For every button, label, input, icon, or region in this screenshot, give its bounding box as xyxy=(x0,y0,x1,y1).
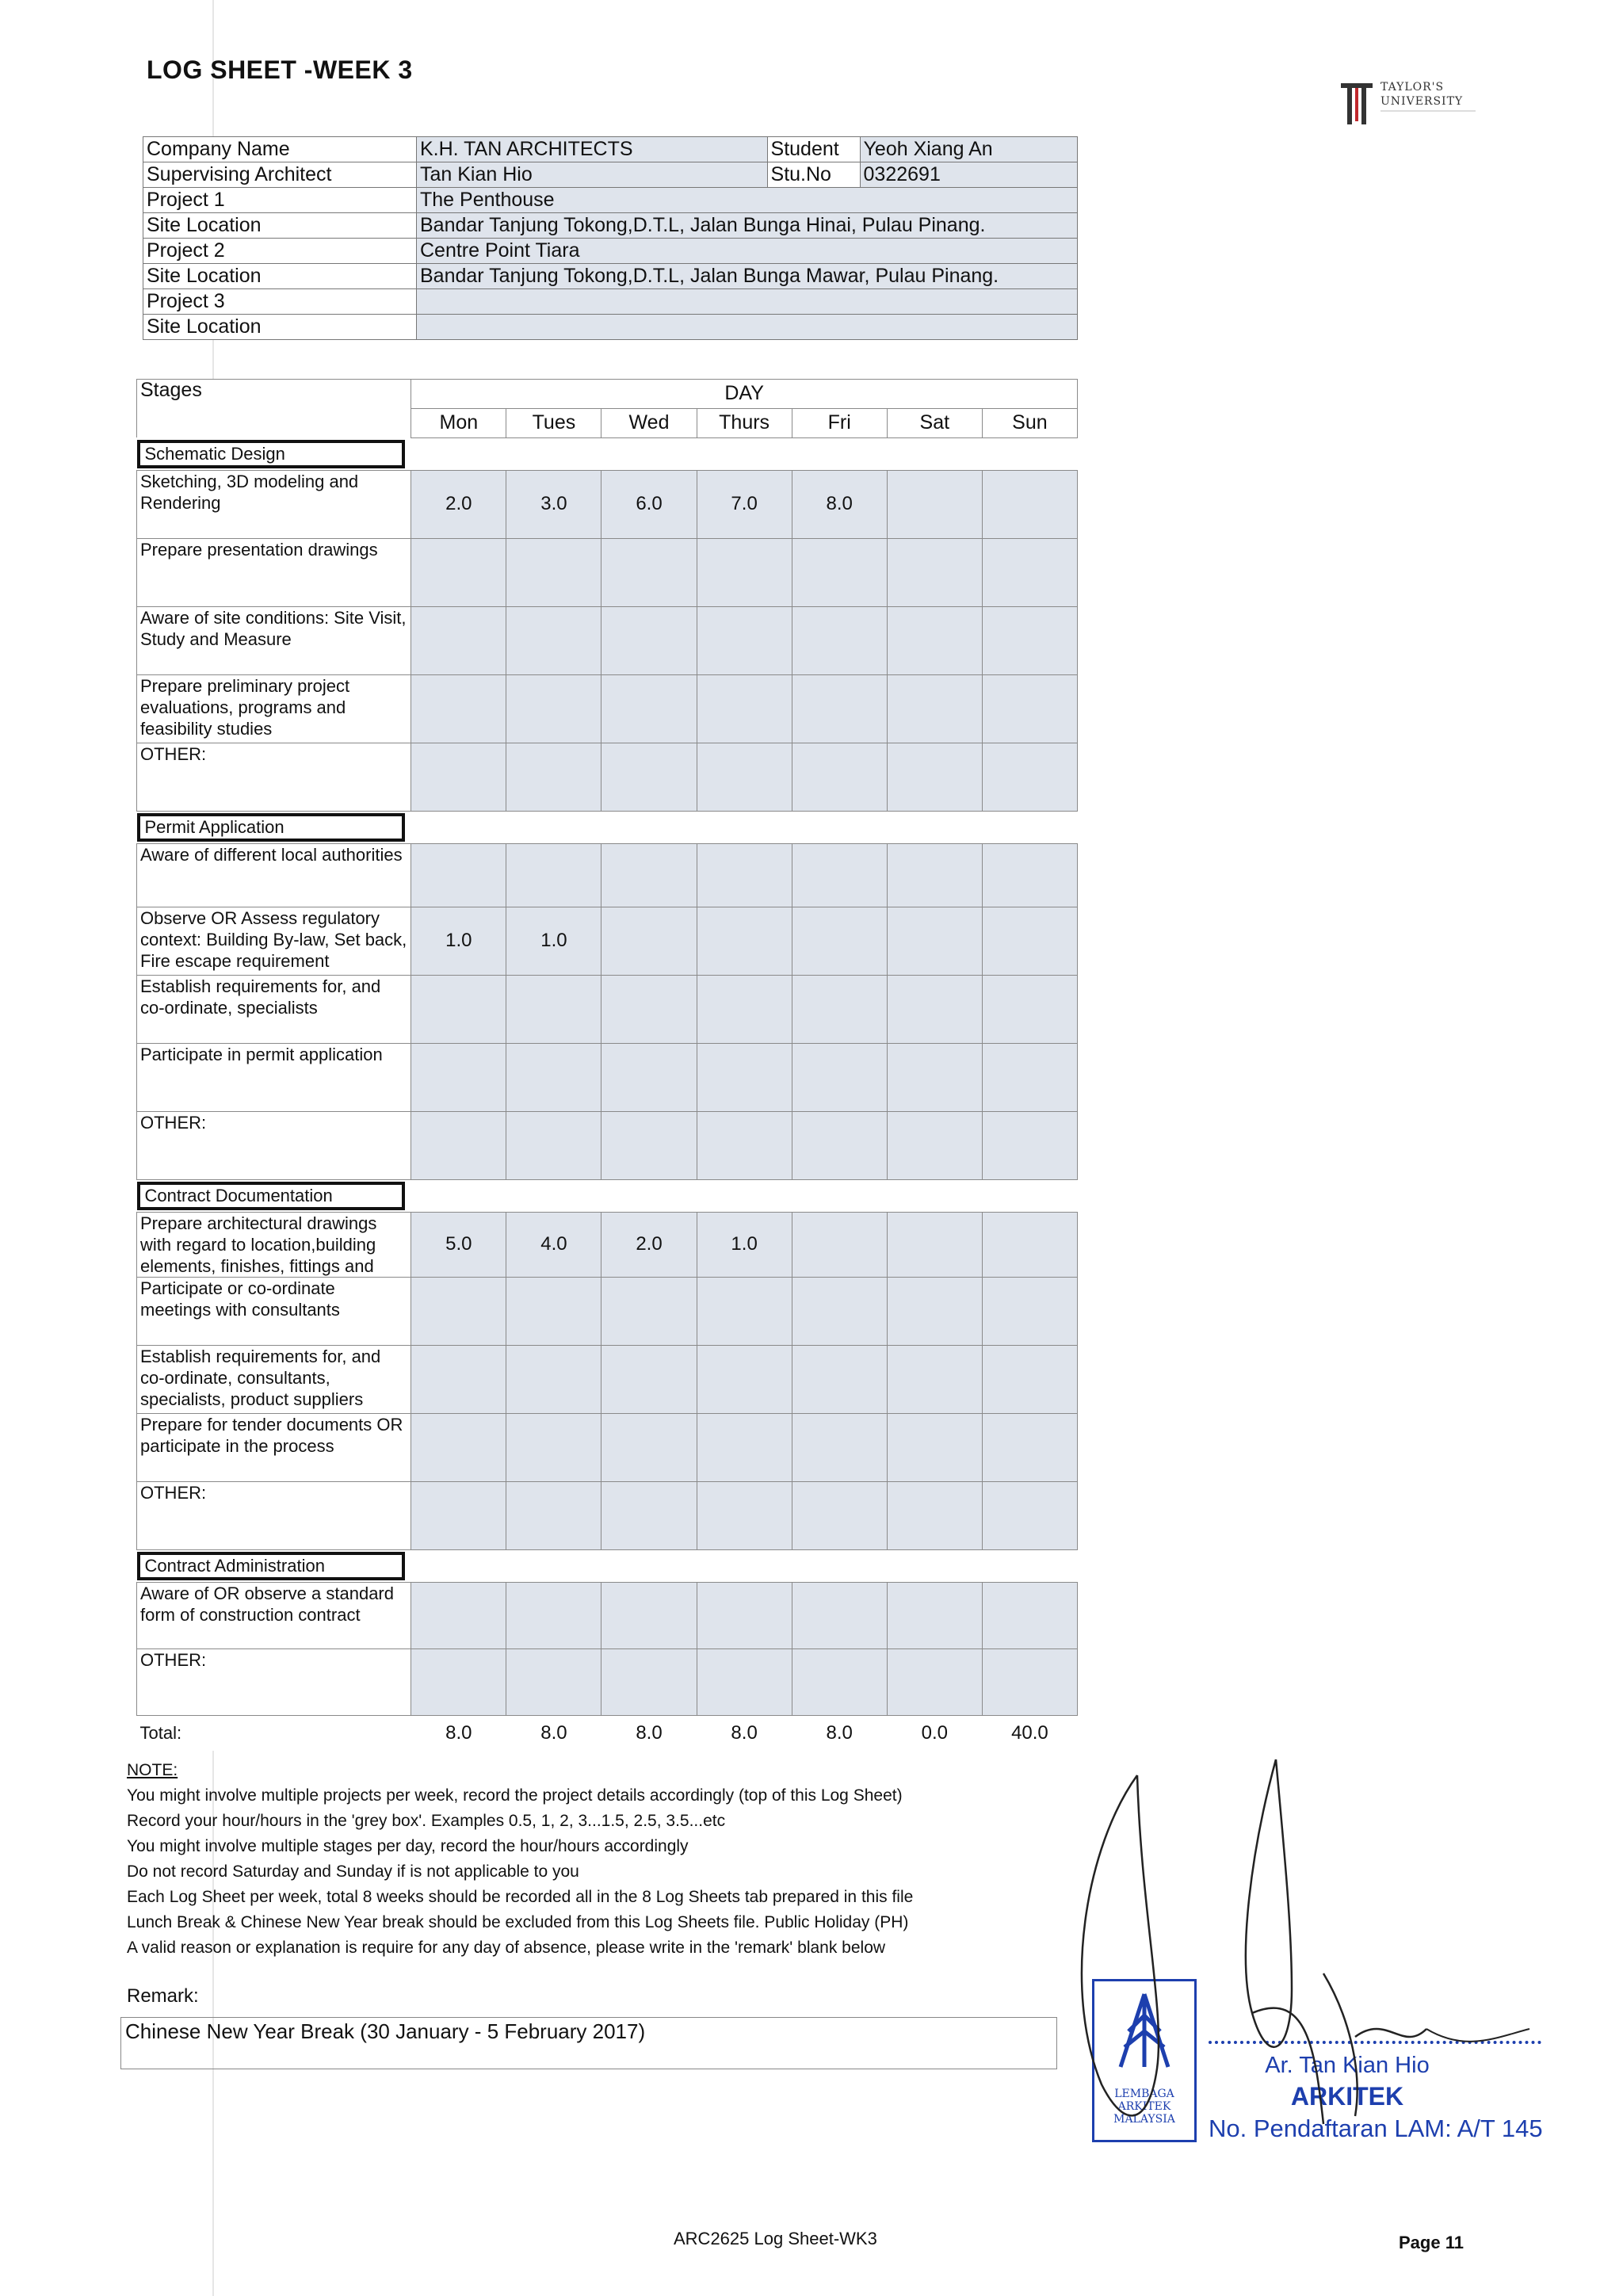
stage-label: OTHER: xyxy=(137,743,411,811)
section-cell xyxy=(137,437,1078,470)
hours-cell-mon[interactable]: 1.0 xyxy=(411,907,506,975)
hours-cell-sun[interactable] xyxy=(982,470,1077,538)
day-header-fri: Fri xyxy=(792,408,887,437)
stage-label: Aware of OR observe a standard form of construction contract xyxy=(137,1582,411,1648)
hours-cell-sun[interactable] xyxy=(982,1345,1077,1413)
hours-cell-tues[interactable] xyxy=(506,1043,601,1111)
logo-underline xyxy=(1381,110,1476,112)
footer-document-name: ARC2625 Log Sheet-WK3 xyxy=(674,2229,877,2248)
grid-days-row xyxy=(137,408,1078,437)
hours-cell-fri[interactable] xyxy=(792,1212,887,1277)
hours-cell-fri[interactable] xyxy=(792,1111,887,1179)
hours-cell-wed[interactable] xyxy=(601,1481,697,1549)
supervising-value[interactable]: Tan Kian Hio xyxy=(417,162,768,188)
hours-cell-fri[interactable] xyxy=(792,606,887,674)
hours-cell-mon[interactable] xyxy=(411,975,506,1043)
note-heading: NOTE: xyxy=(127,1761,178,1779)
stage-label: Participate in permit application xyxy=(137,1043,411,1111)
hours-cell-fri[interactable] xyxy=(792,1481,887,1549)
stuno-value[interactable]: 0322691 xyxy=(860,162,1077,188)
hours-cell-thurs[interactable] xyxy=(697,1481,792,1549)
hours-cell-wed[interactable] xyxy=(601,1277,697,1345)
total-label: Total: xyxy=(137,1715,411,1751)
hours-cell-thurs[interactable] xyxy=(697,606,792,674)
day-label: DAY xyxy=(411,380,1078,409)
hours-cell-wed[interactable] xyxy=(601,1043,697,1111)
stage-row xyxy=(137,1277,1078,1345)
project1-label: Project 1 xyxy=(143,188,417,213)
hours-cell-sat[interactable] xyxy=(887,975,982,1043)
hours-cell-tues[interactable] xyxy=(506,1345,601,1413)
stamp-line2: ARKITEK xyxy=(1117,2100,1171,2113)
hours-cell-mon[interactable] xyxy=(411,743,506,811)
hours-cell-thurs[interactable] xyxy=(697,975,792,1043)
hours-cell-sun[interactable] xyxy=(982,1212,1077,1277)
hours-cell-sun[interactable] xyxy=(982,907,1077,975)
hours-cell-thurs[interactable]: 1.0 xyxy=(697,1212,792,1277)
architect-registration: No. Pendaftaran LAM: A/T 145 xyxy=(1209,2115,1543,2142)
hours-cell-fri[interactable] xyxy=(792,743,887,811)
stages-label: Stages xyxy=(137,380,411,409)
hours-cell-sun[interactable] xyxy=(982,1043,1077,1111)
stage-label: Establish requirements for, and co-ordinate, consultants, specialists, product suppliers xyxy=(137,1345,411,1413)
section-cell xyxy=(137,1549,1078,1582)
note-line: Do not record Saturday and Sunday if is not applicable to you xyxy=(127,1862,579,1881)
section-header-row xyxy=(137,1179,1078,1212)
hours-cell-mon[interactable] xyxy=(411,1582,506,1648)
hours-cell-fri[interactable] xyxy=(792,1582,887,1648)
company-name-label: Company Name xyxy=(143,137,417,162)
hours-cell-sun[interactable] xyxy=(982,1413,1077,1481)
project-info-table xyxy=(143,136,1078,340)
day-header-sat: Sat xyxy=(887,408,982,437)
note-line: You might involve multiple stages per day, record the hour/hours accordingly xyxy=(127,1837,689,1855)
stage-row xyxy=(137,1413,1078,1481)
logo-line2: UNIVERSITY xyxy=(1381,95,1464,108)
hours-cell-mon[interactable] xyxy=(411,1111,506,1179)
day-header-tues: Tues xyxy=(506,408,601,437)
hours-cell-thurs[interactable] xyxy=(697,843,792,907)
project2-value[interactable]: Centre Point Tiara xyxy=(417,239,1078,264)
stage-label: Sketching, 3D modeling and Rendering xyxy=(137,470,411,538)
hours-cell-sat[interactable] xyxy=(887,538,982,606)
day-header-mon: Mon xyxy=(411,408,506,437)
log-hours-table xyxy=(136,379,1078,1751)
hours-cell-wed[interactable] xyxy=(601,606,697,674)
hours-cell-fri[interactable] xyxy=(792,538,887,606)
hours-cell-mon[interactable] xyxy=(411,1277,506,1345)
hours-cell-wed[interactable] xyxy=(601,1345,697,1413)
hours-cell-tues[interactable]: 4.0 xyxy=(506,1212,601,1277)
section-header-row xyxy=(137,1549,1078,1582)
hours-cell-thurs[interactable]: 7.0 xyxy=(697,470,792,538)
stages-spacer xyxy=(137,408,411,437)
hours-cell-wed[interactable] xyxy=(601,843,697,907)
note-line: A valid reason or explanation is require for any day of absence, please write in the 'remark' blank below xyxy=(127,1939,886,1957)
hours-cell-tues[interactable] xyxy=(506,1111,601,1179)
hours-cell-mon[interactable]: 2.0 xyxy=(411,470,506,538)
hours-cell-wed[interactable] xyxy=(601,1111,697,1179)
hours-cell-mon[interactable] xyxy=(411,606,506,674)
hours-cell-sat[interactable] xyxy=(887,907,982,975)
hours-cell-thurs[interactable] xyxy=(697,1277,792,1345)
stage-row xyxy=(137,470,1078,538)
hours-cell-fri[interactable] xyxy=(792,674,887,743)
total-value: 40.0 xyxy=(982,1715,1077,1751)
note-line: Record your hour/hours in the 'grey box'. Examples 0.5, 1, 2, 3...1.5, 2.5, 3.5...etc xyxy=(127,1812,726,1830)
stage-row xyxy=(137,674,1078,743)
hours-cell-sun[interactable] xyxy=(982,843,1077,907)
site3-label: Site Location xyxy=(143,315,417,340)
hours-cell-wed[interactable]: 6.0 xyxy=(601,470,697,538)
hours-cell-fri[interactable] xyxy=(792,975,887,1043)
hours-cell-sun[interactable] xyxy=(982,743,1077,811)
logo-text xyxy=(1381,80,1463,109)
hours-cell-fri[interactable] xyxy=(792,1648,887,1715)
hours-cell-wed[interactable] xyxy=(601,538,697,606)
total-value: 8.0 xyxy=(601,1715,697,1751)
stuno-label: Stu.No xyxy=(767,162,860,188)
hours-cell-sat[interactable] xyxy=(887,1582,982,1648)
stage-row xyxy=(137,1043,1078,1111)
hours-cell-sat[interactable] xyxy=(887,1413,982,1481)
project3-label: Project 3 xyxy=(143,289,417,315)
total-value: 0.0 xyxy=(887,1715,982,1751)
hours-cell-tues[interactable] xyxy=(506,674,601,743)
hours-cell-sat[interactable] xyxy=(887,1345,982,1413)
section-title: Contract Documentation xyxy=(137,1182,405,1210)
stage-label: OTHER: xyxy=(137,1111,411,1179)
hours-cell-tues[interactable] xyxy=(506,606,601,674)
stage-row xyxy=(137,1582,1078,1648)
hours-cell-sat[interactable] xyxy=(887,1043,982,1111)
stage-label: Prepare presentation drawings xyxy=(137,538,411,606)
hours-cell-wed[interactable] xyxy=(601,674,697,743)
hours-cell-sat[interactable] xyxy=(887,743,982,811)
logo-line1: TAYLOR'S xyxy=(1381,81,1445,94)
stage-row xyxy=(137,1111,1078,1179)
day-header-thurs: Thurs xyxy=(697,408,792,437)
hours-cell-sat[interactable] xyxy=(887,1277,982,1345)
hours-cell-mon[interactable] xyxy=(411,1413,506,1481)
day-header-wed: Wed xyxy=(601,408,697,437)
stage-label: Establish requirements for, and co-ordinate, specialists xyxy=(137,975,411,1043)
hours-cell-mon[interactable] xyxy=(411,843,506,907)
project2-label: Project 2 xyxy=(143,239,417,264)
hours-cell-mon[interactable] xyxy=(411,538,506,606)
hours-cell-sat[interactable] xyxy=(887,1111,982,1179)
logo-emblem-icon xyxy=(1339,80,1374,126)
hours-cell-sun[interactable] xyxy=(982,1648,1077,1715)
student-value[interactable]: Yeoh Xiang An xyxy=(860,137,1077,162)
stage-label: Prepare architectural drawings with regard to location,building elements, finishes, fittings and xyxy=(137,1212,411,1277)
hours-cell-wed[interactable] xyxy=(601,1413,697,1481)
hours-cell-thurs[interactable] xyxy=(697,538,792,606)
university-logo xyxy=(1339,75,1498,131)
stamp-line1: LEMBAGA xyxy=(1114,2088,1174,2100)
hours-cell-wed[interactable] xyxy=(601,743,697,811)
section-header-row xyxy=(137,437,1078,470)
architect-title: ARKITEK xyxy=(1290,2082,1404,2111)
hours-cell-wed[interactable] xyxy=(601,975,697,1043)
hours-cell-sun[interactable] xyxy=(982,674,1077,743)
section-title: Schematic Design xyxy=(137,440,405,468)
note-line: Lunch Break & Chinese New Year break should be excluded from this Log Sheets file. Public Holiday (PH) xyxy=(127,1913,909,1931)
hours-cell-tues[interactable]: 1.0 xyxy=(506,907,601,975)
hours-cell-thurs[interactable] xyxy=(697,1043,792,1111)
section-header-row xyxy=(137,811,1078,843)
company-name-value[interactable]: K.H. TAN ARCHITECTS xyxy=(417,137,768,162)
site2-label: Site Location xyxy=(143,264,417,289)
stage-row xyxy=(137,1345,1078,1413)
hours-cell-tues[interactable] xyxy=(506,743,601,811)
hours-cell-thurs[interactable] xyxy=(697,1648,792,1715)
hours-cell-thurs[interactable] xyxy=(697,1345,792,1413)
hours-cell-tues[interactable] xyxy=(506,1413,601,1481)
hours-cell-fri[interactable]: 8.0 xyxy=(792,470,887,538)
project1-value[interactable]: The Penthouse xyxy=(417,188,1078,213)
hours-cell-sun[interactable] xyxy=(982,1582,1077,1648)
hours-cell-fri[interactable] xyxy=(792,1043,887,1111)
hours-cell-sat[interactable] xyxy=(887,1648,982,1715)
remark-label: Remark: xyxy=(127,1985,199,2007)
hours-cell-mon[interactable]: 5.0 xyxy=(411,1212,506,1277)
remark-text: Chinese New Year Break (30 January - 5 February 2017) xyxy=(125,2019,646,2043)
hours-cell-tues[interactable] xyxy=(506,1582,601,1648)
hours-cell-thurs[interactable] xyxy=(697,1413,792,1481)
total-value: 8.0 xyxy=(506,1715,601,1751)
stage-row xyxy=(137,606,1078,674)
note-line: Each Log Sheet per week, total 8 weeks should be recorded all in the 8 Log Sheets tab prepared in this file xyxy=(127,1888,914,1906)
hours-cell-tues[interactable] xyxy=(506,1648,601,1715)
hours-cell-tues[interactable]: 3.0 xyxy=(506,470,601,538)
supervising-label: Supervising Architect xyxy=(143,162,417,188)
hours-cell-mon[interactable] xyxy=(411,674,506,743)
student-label: Student xyxy=(767,137,860,162)
hours-cell-thurs[interactable] xyxy=(697,907,792,975)
stage-label: Aware of different local authorities xyxy=(137,843,411,907)
stage-row xyxy=(137,843,1078,907)
hours-cell-tues[interactable] xyxy=(506,538,601,606)
stage-label: Prepare preliminary project evaluations, programs and feasibility studies xyxy=(137,674,411,743)
hours-cell-fri[interactable] xyxy=(792,1413,887,1481)
page-title: LOG SHEET -WEEK 3 xyxy=(147,55,413,84)
stage-row xyxy=(137,975,1078,1043)
note-line: You might involve multiple projects per week, record the project details accordingly (top of this Log Sheet) xyxy=(127,1786,903,1805)
hours-cell-mon[interactable] xyxy=(411,1043,506,1111)
section-title: Permit Application xyxy=(137,813,405,842)
stage-label: OTHER: xyxy=(137,1648,411,1715)
stage-label: Aware of site conditions: Site Visit, Study and Measure xyxy=(137,606,411,674)
site1-label: Site Location xyxy=(143,213,417,239)
site3-value[interactable] xyxy=(417,315,1078,340)
hours-cell-fri[interactable] xyxy=(792,843,887,907)
hours-cell-wed[interactable] xyxy=(601,1648,697,1715)
project3-value[interactable] xyxy=(417,289,1078,315)
stage-row xyxy=(137,907,1078,975)
hours-cell-sat[interactable] xyxy=(887,674,982,743)
hours-cell-fri[interactable] xyxy=(792,907,887,975)
stamp-line3: MALAYSIA xyxy=(1113,2113,1175,2126)
note-block xyxy=(127,1758,913,1961)
handwritten-signature xyxy=(1054,1752,1561,2195)
section-cell xyxy=(137,1179,1078,1212)
day-header-sun: Sun xyxy=(982,408,1077,437)
architect-name: Ar. Tan Kian Hio xyxy=(1265,2053,1430,2078)
total-value: 8.0 xyxy=(411,1715,506,1751)
hours-cell-mon[interactable] xyxy=(411,1648,506,1715)
hours-cell-thurs[interactable] xyxy=(697,1111,792,1179)
hours-cell-sun[interactable] xyxy=(982,606,1077,674)
section-cell xyxy=(137,811,1078,843)
hours-cell-thurs[interactable] xyxy=(697,1582,792,1648)
hours-cell-sun[interactable] xyxy=(982,975,1077,1043)
hours-cell-mon[interactable] xyxy=(411,1481,506,1549)
stage-row xyxy=(137,1212,1078,1277)
stage-label: OTHER: xyxy=(137,1481,411,1549)
hours-cell-sat[interactable] xyxy=(887,843,982,907)
hours-cell-wed[interactable] xyxy=(601,907,697,975)
hours-cell-wed[interactable]: 2.0 xyxy=(601,1212,697,1277)
hours-cell-sun[interactable] xyxy=(982,1111,1077,1179)
hours-cell-wed[interactable] xyxy=(601,1582,697,1648)
stage-label: Participate or co-ordinate meetings with consultants xyxy=(137,1277,411,1345)
total-row xyxy=(137,1715,1078,1751)
stage-row xyxy=(137,1648,1078,1715)
stage-label: Prepare for tender documents OR participate in the process xyxy=(137,1413,411,1481)
hours-cell-tues[interactable] xyxy=(506,1277,601,1345)
page-number: Page 11 xyxy=(1399,2233,1464,2252)
grid-header-row xyxy=(137,380,1078,409)
hours-cell-sun[interactable] xyxy=(982,538,1077,606)
site2-value[interactable]: Bandar Tanjung Tokong,D.T.L, Jalan Bunga Mawar, Pulau Pinang. xyxy=(417,264,1078,289)
site1-value[interactable]: Bandar Tanjung Tokong,D.T.L, Jalan Bunga Hinai, Pulau Pinang. xyxy=(417,213,1078,239)
hours-cell-fri[interactable] xyxy=(792,1345,887,1413)
total-value: 8.0 xyxy=(792,1715,887,1751)
hours-cell-tues[interactable] xyxy=(506,1481,601,1549)
hours-cell-sat[interactable] xyxy=(887,606,982,674)
hours-cell-tues[interactable] xyxy=(506,843,601,907)
hours-cell-mon[interactable] xyxy=(411,1345,506,1413)
hours-cell-thurs[interactable] xyxy=(697,674,792,743)
stage-row xyxy=(137,743,1078,811)
stage-row xyxy=(137,1481,1078,1549)
hours-cell-sun[interactable] xyxy=(982,1481,1077,1549)
total-value: 8.0 xyxy=(697,1715,792,1751)
hours-cell-thurs[interactable] xyxy=(697,743,792,811)
stage-row xyxy=(137,538,1078,606)
hours-cell-fri[interactable] xyxy=(792,1277,887,1345)
hours-cell-sat[interactable] xyxy=(887,1212,982,1277)
hours-cell-sat[interactable] xyxy=(887,470,982,538)
hours-cell-tues[interactable] xyxy=(506,975,601,1043)
section-title: Contract Administration xyxy=(137,1552,405,1580)
hours-cell-sat[interactable] xyxy=(887,1481,982,1549)
hours-cell-sun[interactable] xyxy=(982,1277,1077,1345)
stage-label: Observe OR Assess regulatory context: Building By-law, Set back, Fire escape requirement xyxy=(137,907,411,975)
